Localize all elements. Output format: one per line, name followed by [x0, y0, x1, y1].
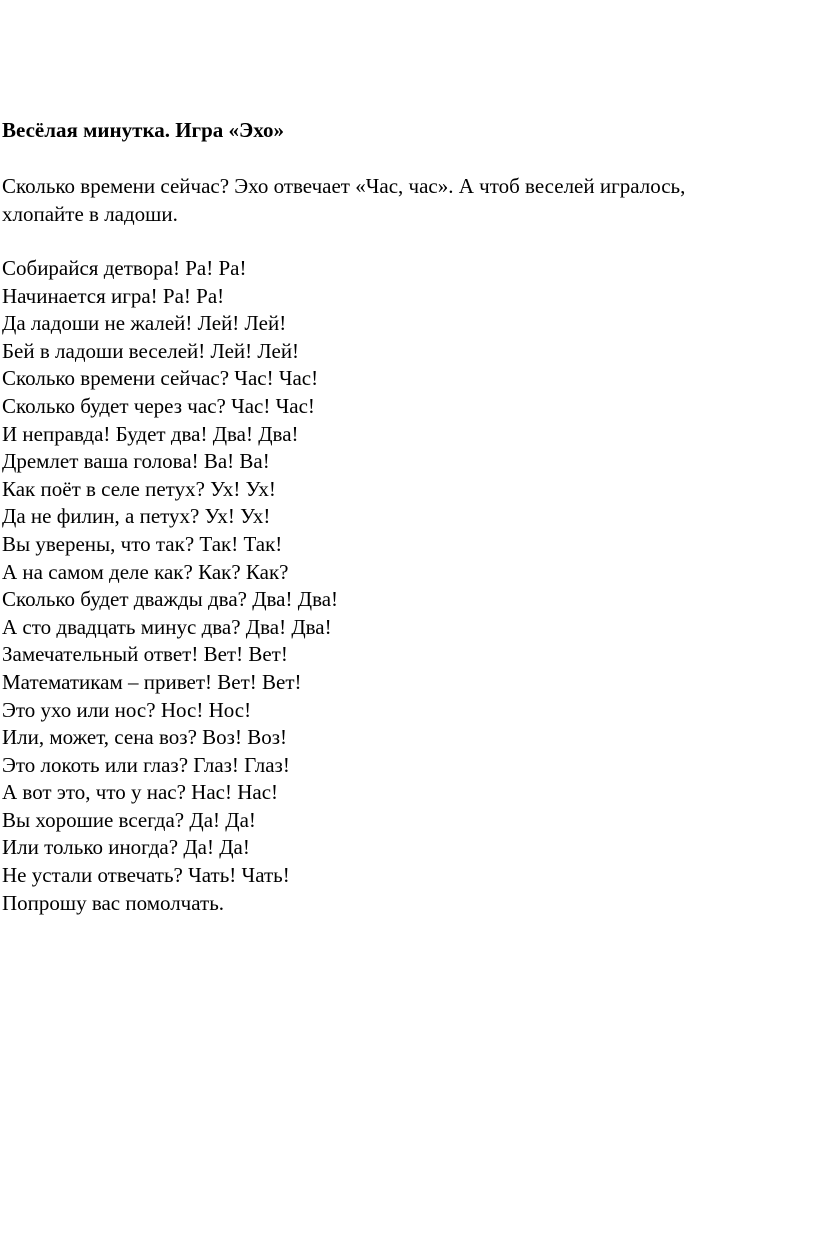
poem-line: Это локоть или глаз? Глаз! Глаз! — [2, 752, 290, 777]
document-title: Весёлая минутка. Игра «Эхо» — [2, 118, 284, 142]
poem — [2, 255, 338, 917]
poem-line: Да ладоши не жалей! Лей! Лей! — [2, 311, 287, 336]
poem-line: Вы уверены, что так? Так! Так! — [2, 531, 283, 556]
poem-line: Или, может, сена воз? Воз! Воз! — [2, 725, 287, 750]
poem-line: Собирайся детвора! Ра! Ра! — [2, 256, 247, 280]
poem-line: Сколько будет дважды два? Два! Два! — [2, 587, 339, 612]
poem-line: А сто двадцать минус два? Два! Два! — [2, 614, 332, 639]
poem-line: Это ухо или нос? Нос! Нос! — [2, 697, 252, 722]
poem-line: Математикам – привет! Вет! Вет! — [2, 669, 302, 694]
poem-line: Дремлет ваша голова! Ва! Ва! — [2, 449, 270, 474]
intro-paragraph — [2, 172, 808, 228]
poem-line: Попрошу вас помолчать. — [2, 890, 225, 915]
poem-line: Сколько будет через час? Час! Час! — [2, 393, 315, 418]
poem-line: Не устали отвечать? Чать! Чать! — [2, 863, 290, 888]
poem-line: Начинается игра! Ра! Ра! — [2, 283, 225, 308]
poem-line: Бей в ладоши веселей! Лей! Лей! — [2, 338, 300, 363]
poem-line: Да не филин, а петух? Ух! Ух! — [2, 504, 271, 529]
poem-line: Как поёт в селе петух? Ух! Ух! — [2, 476, 276, 501]
poem-line: Или только иногда? Да! Да! — [2, 835, 250, 860]
poem-line: А вот это, что у нас? Нас! Нас! — [2, 780, 279, 805]
intro-line: хлопайте в ладоши. — [2, 202, 178, 226]
poem-line: И неправда! Будет два! Два! Два! — [2, 421, 299, 446]
intro-line: Сколько времени сейчас? Эхо отвечает «Час, час». А чтоб веселей игралось, — [2, 174, 686, 198]
poem-line: Замечательный ответ! Вет! Вет! — [2, 642, 288, 667]
poem-line: Вы хорошие всегда? Да! Да! — [2, 807, 256, 832]
poem-line: А на самом деле как? Как? Как? — [2, 559, 289, 584]
poem-line: Сколько времени сейчас? Час! Час! — [2, 366, 319, 391]
